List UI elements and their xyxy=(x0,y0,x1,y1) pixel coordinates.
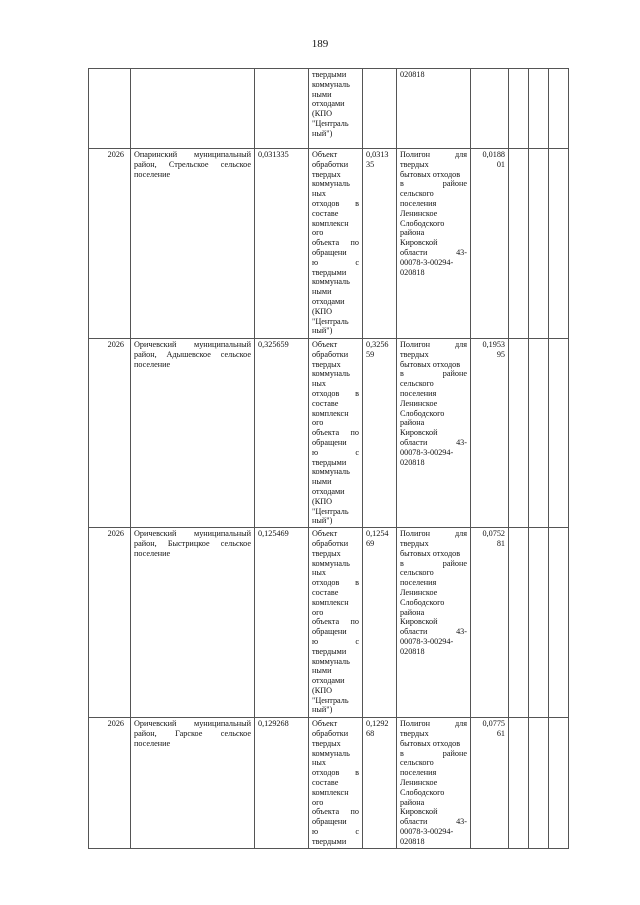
empty-cell xyxy=(529,69,549,149)
object-cell xyxy=(309,69,363,149)
cell-line: обращени xyxy=(312,247,347,257)
value3-cell xyxy=(471,69,509,149)
cell-text: 0,129268 xyxy=(258,719,289,729)
cell-line: Ленинское xyxy=(400,587,438,597)
cell-text: 2026 xyxy=(107,150,124,159)
cell-line: 020818 xyxy=(400,457,425,467)
cell-line: ный") xyxy=(312,705,333,715)
facility-cell xyxy=(397,718,471,848)
cell-line: Объект xyxy=(312,529,338,539)
table-row xyxy=(89,339,569,528)
cell-line: 020818 xyxy=(400,267,425,277)
cell-line: 00078-3-00294- xyxy=(400,636,454,646)
cell-line: твердых xyxy=(312,738,341,748)
year-cell xyxy=(89,339,131,528)
cell-line: твердых xyxy=(312,548,341,558)
cell-line: отходов в xyxy=(312,578,359,588)
cell-line: Слободского xyxy=(400,408,445,418)
cell-line: (КПО xyxy=(312,109,333,119)
value2-cell xyxy=(363,149,397,339)
empty-cell xyxy=(529,149,549,339)
year-cell xyxy=(89,149,131,339)
cell-line: области 43- xyxy=(400,627,467,637)
cell-line: 69 xyxy=(366,538,375,548)
value2-cell xyxy=(363,528,397,718)
municipality-cell xyxy=(131,528,255,718)
value3-cell xyxy=(471,718,509,848)
cell-line: ный") xyxy=(312,516,333,526)
cell-line: отходов в xyxy=(312,388,359,398)
cell-line: района xyxy=(400,607,425,617)
cell-line: ю с xyxy=(312,826,359,836)
cell-line: "Централь xyxy=(312,506,349,516)
cell-line: Кировской xyxy=(400,428,438,438)
municipality-cell xyxy=(131,69,255,149)
cell-line: составе xyxy=(312,208,339,218)
cell-text: 0,125469 xyxy=(258,529,289,539)
empty-cell xyxy=(549,339,569,528)
cell-line: объекта по xyxy=(312,428,359,438)
cell-line: ого xyxy=(312,418,324,428)
cell-line: коммуналь xyxy=(312,748,350,758)
cell-line: коммуналь xyxy=(312,656,350,666)
cell-line: отходами xyxy=(312,296,345,306)
value2-cell xyxy=(363,718,397,848)
cell-line: ого xyxy=(312,797,324,807)
cell-line: ю с xyxy=(312,257,359,267)
table-row xyxy=(89,528,569,718)
cell-line: сельского xyxy=(400,568,434,578)
cell-line: отходами xyxy=(312,99,345,109)
cell-line: отходов в xyxy=(312,198,359,208)
table-row xyxy=(89,149,569,339)
cell-text: 2026 xyxy=(107,719,124,729)
cell-line: ных xyxy=(312,568,326,578)
cell-text: 0,325659 xyxy=(258,340,289,349)
cell-line: Слободского xyxy=(400,218,445,228)
facility-cell xyxy=(397,69,471,149)
empty-cell xyxy=(529,718,549,848)
value2-cell xyxy=(363,339,397,528)
cell-line: 020818 xyxy=(400,646,425,656)
empty-cell xyxy=(549,69,569,149)
cell-line: области 43- xyxy=(400,437,467,447)
value1-cell xyxy=(255,339,309,528)
cell-line: ю с xyxy=(312,636,359,646)
cell-line: отходов в xyxy=(312,768,359,778)
municipality-cell xyxy=(131,339,255,528)
cell-line: Объект xyxy=(312,340,338,349)
cell-line: твердыми xyxy=(312,70,347,79)
cell-line: 00078-3-00294- xyxy=(400,447,454,457)
cell-line: 0,0775 xyxy=(482,719,505,729)
cell-line: твердых xyxy=(312,169,341,179)
cell-line: коммуналь xyxy=(312,179,350,189)
object-cell xyxy=(309,528,363,718)
cell-line: 0,1292 xyxy=(366,719,389,729)
table-row xyxy=(89,718,569,848)
cell-line: Кировской xyxy=(400,617,438,627)
value1-cell xyxy=(255,528,309,718)
cell-line: обращени xyxy=(312,437,347,447)
value1-cell xyxy=(255,69,309,149)
cell-line: "Централь xyxy=(312,695,349,705)
cell-line: в районе xyxy=(400,748,467,758)
cell-line: Слободского xyxy=(400,597,445,607)
empty-cell xyxy=(529,528,549,718)
cell-line: 0,1953 xyxy=(482,340,505,349)
cell-line: ого xyxy=(312,607,324,617)
cell-line: ными xyxy=(312,89,332,99)
cell-text: Оричевский муниципальный район, Адышевское сельское поселение xyxy=(134,340,251,369)
cell-line: ю с xyxy=(312,447,359,457)
value3-cell xyxy=(471,149,509,339)
cell-line: 81 xyxy=(496,538,505,548)
cell-text: Оричевский муниципальный район, Быстрицкое сельское поселение xyxy=(134,529,251,558)
cell-line: твердых xyxy=(312,359,341,369)
value3-cell xyxy=(471,339,509,528)
cell-line: 020818 xyxy=(400,70,425,79)
cell-line: (КПО xyxy=(312,685,333,695)
cell-line: коммуналь xyxy=(312,277,350,287)
year-cell xyxy=(89,718,131,848)
cell-line: в районе xyxy=(400,179,467,189)
cell-line: 01 xyxy=(496,159,505,169)
year-cell xyxy=(89,69,131,149)
cell-line: сельского xyxy=(400,758,434,768)
cell-line: обработки xyxy=(312,349,349,359)
cell-text: Оричевский муниципальный район, Гарское сельское поселение xyxy=(134,719,251,748)
facility-cell xyxy=(397,149,471,339)
cell-line: обращени xyxy=(312,817,347,827)
table-body xyxy=(89,69,569,849)
empty-cell xyxy=(529,339,549,528)
cell-line: (КПО xyxy=(312,496,333,506)
cell-line: 35 xyxy=(366,159,375,169)
cell-line: 0,0752 xyxy=(482,529,505,539)
cell-line: составе xyxy=(312,398,339,408)
cell-line: Объект xyxy=(312,150,338,159)
municipality-cell xyxy=(131,149,255,339)
cell-line: ный") xyxy=(312,326,333,336)
cell-text: Опаринский муниципальный район, Стрельское сельское поселение xyxy=(134,150,251,179)
year-cell xyxy=(89,528,131,718)
municipality-cell xyxy=(131,718,255,848)
cell-line: области 43- xyxy=(400,817,467,827)
cell-text: 0,031335 xyxy=(258,150,289,159)
cell-line: Кировской xyxy=(400,807,438,817)
cell-line: области 43- xyxy=(400,247,467,257)
cell-line: ный") xyxy=(312,128,333,138)
empty-cell xyxy=(549,149,569,339)
cell-line: коммуналь xyxy=(312,369,350,379)
cell-line: 00078-3-00294- xyxy=(400,826,454,836)
cell-line: Кировской xyxy=(400,238,438,248)
value3-cell xyxy=(471,528,509,718)
cell-text: 2026 xyxy=(107,340,124,349)
cell-line: отходами xyxy=(312,486,345,496)
cell-line: ных xyxy=(312,379,326,389)
cell-line: твердых xyxy=(400,728,429,738)
cell-line: 95 xyxy=(496,349,505,359)
cell-text: 2026 xyxy=(107,529,124,539)
cell-line: твердыми xyxy=(312,836,347,846)
cell-line: коммуналь xyxy=(312,467,350,477)
cell-line: 61 xyxy=(496,728,505,738)
cell-line: Полигон для xyxy=(400,340,467,349)
cell-line: обращени xyxy=(312,627,347,637)
cell-line: твердых xyxy=(400,538,429,548)
cell-line: отходами xyxy=(312,676,345,686)
cell-line: поселения xyxy=(400,768,437,778)
cell-line: объекта по xyxy=(312,617,359,627)
cell-line: сельского xyxy=(400,189,434,199)
cell-line: комплексн xyxy=(312,597,349,607)
cell-line: Ленинское xyxy=(400,777,438,787)
table-row xyxy=(89,69,569,149)
cell-line: комплексн xyxy=(312,787,349,797)
cell-line: обработки xyxy=(312,728,349,738)
cell-line: 0,1254 xyxy=(366,529,389,539)
cell-line: объекта по xyxy=(312,238,359,248)
cell-line: района xyxy=(400,418,425,428)
value1-cell xyxy=(255,149,309,339)
empty-cell xyxy=(509,528,529,718)
cell-line: составе xyxy=(312,587,339,597)
empty-cell xyxy=(509,149,529,339)
object-cell xyxy=(309,718,363,848)
cell-line: обработки xyxy=(312,159,349,169)
empty-cell xyxy=(549,718,569,848)
cell-line: района xyxy=(400,228,425,238)
cell-line: комплексн xyxy=(312,408,349,418)
cell-line: твердых xyxy=(400,159,429,169)
cell-line: Слободского xyxy=(400,787,445,797)
cell-line: 0,0188 xyxy=(482,150,505,159)
cell-line: ными xyxy=(312,287,332,297)
cell-line: коммуналь xyxy=(312,558,350,568)
cell-line: Полигон для xyxy=(400,150,467,159)
value1-cell xyxy=(255,718,309,848)
cell-line: обработки xyxy=(312,538,349,548)
cell-line: 020818 xyxy=(400,836,425,846)
cell-line: ными xyxy=(312,477,332,487)
value2-cell xyxy=(363,69,397,149)
cell-line: 68 xyxy=(366,728,375,738)
object-cell xyxy=(309,339,363,528)
cell-line: бытовых отходов xyxy=(400,738,461,748)
facility-cell xyxy=(397,339,471,528)
cell-line: Полигон для xyxy=(400,529,467,539)
cell-line: в районе xyxy=(400,369,467,379)
cell-line: объекта по xyxy=(312,807,359,817)
data-table xyxy=(88,68,569,849)
cell-line: Объект xyxy=(312,719,338,729)
cell-line: бытовых отходов xyxy=(400,359,461,369)
cell-line: составе xyxy=(312,777,339,787)
cell-line: Ленинское xyxy=(400,398,438,408)
cell-line: твердыми xyxy=(312,457,347,467)
cell-line: поселения xyxy=(400,388,437,398)
cell-line: твердыми xyxy=(312,267,347,277)
facility-cell xyxy=(397,528,471,718)
empty-cell xyxy=(509,69,529,149)
cell-line: 0,3256 xyxy=(366,340,389,349)
page-number: 189 xyxy=(311,38,329,50)
cell-line: сельского xyxy=(400,379,434,389)
cell-line: комплексн xyxy=(312,218,349,228)
cell-line: в районе xyxy=(400,558,467,568)
cell-line: ого xyxy=(312,228,324,238)
empty-cell xyxy=(509,339,529,528)
empty-cell xyxy=(549,528,569,718)
cell-line: 0,0313 xyxy=(366,150,389,159)
cell-line: ных xyxy=(312,189,326,199)
cell-line: "Централь xyxy=(312,118,349,128)
cell-line: 59 xyxy=(366,349,375,359)
cell-line: "Централь xyxy=(312,316,349,326)
cell-line: района xyxy=(400,797,425,807)
cell-line: твердыми xyxy=(312,646,347,656)
cell-line: коммуналь xyxy=(312,79,350,89)
cell-line: (КПО xyxy=(312,306,333,316)
cell-line: поселения xyxy=(400,198,437,208)
cell-line: ных xyxy=(312,758,326,768)
empty-cell xyxy=(509,718,529,848)
object-cell xyxy=(309,149,363,339)
cell-line: твердых xyxy=(400,349,429,359)
cell-line: Полигон для xyxy=(400,719,467,729)
cell-line: Ленинское xyxy=(400,208,438,218)
cell-line: бытовых отходов xyxy=(400,169,461,179)
cell-line: 00078-3-00294- xyxy=(400,257,454,267)
cell-line: ными xyxy=(312,666,332,676)
cell-line: поселения xyxy=(400,578,437,588)
cell-line: бытовых отходов xyxy=(400,548,461,558)
